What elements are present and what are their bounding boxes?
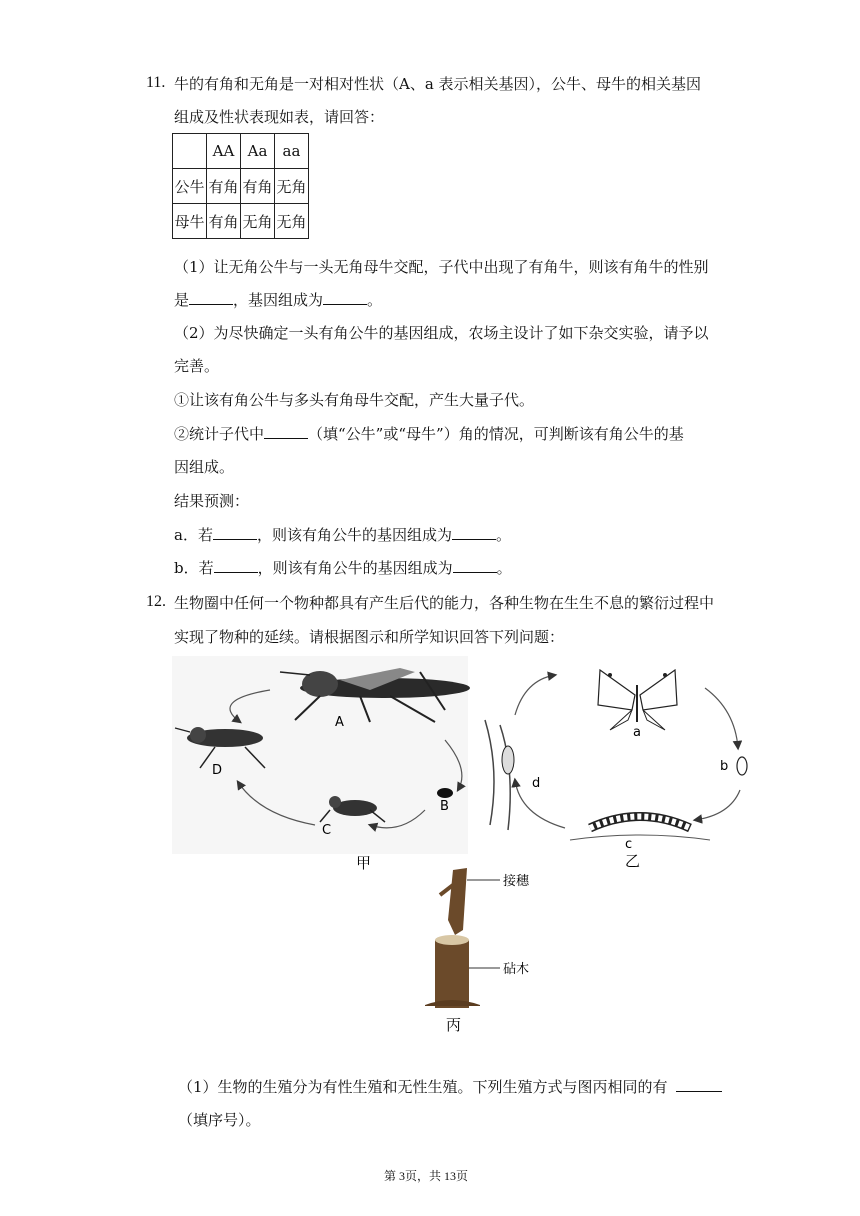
- cycle-arrow: [705, 688, 738, 748]
- answer-blank[interactable]: [189, 290, 233, 305]
- question-text-line: [174, 423, 684, 444]
- text-fragment: 是: [174, 291, 190, 309]
- figure-label: C: [322, 823, 332, 838]
- text-fragment: ②统计子代中: [174, 425, 265, 443]
- table-header-row: [173, 134, 309, 169]
- question-number: 12.: [146, 593, 166, 610]
- cycle-arrow: [695, 790, 740, 820]
- figure-label: a: [633, 725, 641, 740]
- genotype-table: [172, 133, 309, 239]
- scion-icon: [440, 868, 467, 935]
- answer-blank[interactable]: [264, 424, 308, 439]
- figure-label: d: [532, 776, 541, 791]
- answer-blank[interactable]: [323, 290, 367, 305]
- cycle-arrow: [515, 675, 555, 715]
- table-cell: [173, 134, 207, 169]
- table-cell: 无角: [241, 204, 275, 239]
- text-fragment: b．若: [174, 559, 214, 577]
- text-fragment: （1）生物的生殖分为有性生殖和无性生殖。下列生殖方式与图丙相同的有: [178, 1078, 668, 1096]
- answer-blank[interactable]: [452, 525, 496, 540]
- table-cell: AA: [207, 134, 241, 169]
- table-cell: aa: [275, 134, 309, 169]
- table-cell: 有角: [241, 169, 275, 204]
- figure-label: b: [720, 759, 729, 774]
- egg-icon: [737, 757, 747, 775]
- text-fragment: 。: [496, 559, 512, 577]
- question-text-line: [174, 524, 511, 545]
- caterpillar-icon: [570, 817, 710, 841]
- question-text-line: [174, 289, 382, 310]
- table-cell: 有角: [207, 169, 241, 204]
- table-cell: 无角: [275, 169, 309, 204]
- question-text-line: （2）为尽快确定一头有角公牛的基因组成，农场主设计了如下杂交实验，请予以: [174, 324, 709, 342]
- table-cell: Aa: [241, 134, 275, 169]
- rootstock-icon: [425, 935, 480, 1008]
- figure-label: c: [625, 837, 633, 852]
- figure-label: B: [440, 799, 449, 814]
- figure-label: 砧木: [503, 962, 530, 977]
- figure-caption: 乙: [625, 852, 641, 870]
- reproduction-figure: [170, 650, 760, 1040]
- text-fragment: （填“公牛”或“母牛”）角的情况，可判断该有角公牛的基: [308, 425, 684, 443]
- text-fragment: ，则该有角公牛的基因组成为: [257, 559, 453, 577]
- question-text-line: ①让该有角公牛与多头有角母牛交配，产生大量子代。: [174, 391, 535, 409]
- question-text-line: [178, 1076, 722, 1097]
- answer-blank[interactable]: [213, 525, 257, 540]
- figure-caption: 丙: [446, 1016, 462, 1034]
- question-text-line: 结果预测：: [174, 492, 250, 510]
- question-number: 11.: [146, 74, 166, 91]
- question-text-line: [174, 557, 512, 578]
- answer-blank[interactable]: [676, 1077, 722, 1092]
- text-fragment: ，则该有角公牛的基因组成为: [256, 526, 452, 544]
- page-footer: 第 3页，共 13页: [384, 1169, 469, 1183]
- table-row: [173, 169, 309, 204]
- answer-blank[interactable]: [453, 558, 497, 573]
- figure-caption: 甲: [356, 854, 372, 872]
- figure-label: 接穗: [503, 874, 530, 889]
- figure-label: A: [335, 715, 344, 730]
- question-text-line: 完善。: [174, 357, 220, 375]
- question-text-line: 组成及性状表现如表，请回答：: [174, 108, 385, 126]
- table-row: [173, 204, 309, 239]
- question-text-line: 实现了物种的延续。请根据图示和所学知识回答下列问题：: [174, 628, 565, 646]
- question-text-line: 生物圈中任何一个物种都具有产生后代的能力，各种生物在生生不息的繁衍过程中: [174, 594, 715, 612]
- answer-blank[interactable]: [214, 558, 258, 573]
- text-fragment: 。: [367, 291, 383, 309]
- pupa-on-branch-icon: [485, 720, 514, 830]
- text-fragment: a．若: [174, 526, 213, 544]
- table-cell: 公牛: [173, 169, 207, 204]
- table-cell: 母牛: [173, 204, 207, 239]
- question-text-line: （填序号）。: [178, 1111, 261, 1129]
- question-text-line: 牛的有角和无角是一对相对性状（A、a 表示相关基因），公牛、母牛的相关基因: [174, 75, 702, 93]
- table-cell: 有角: [207, 204, 241, 239]
- figure-label: D: [212, 763, 223, 778]
- table-cell: 无角: [275, 204, 309, 239]
- text-fragment: 。: [495, 526, 511, 544]
- butterfly-icon: [598, 670, 677, 730]
- question-text-line: 因组成。: [174, 458, 235, 476]
- text-fragment: ，基因组成为: [233, 291, 324, 309]
- question-text-line: （1）让无角公牛与一头无角母牛交配，子代中出现了有角牛，则该有角牛的性别: [174, 258, 709, 276]
- egg-icon: [437, 788, 453, 798]
